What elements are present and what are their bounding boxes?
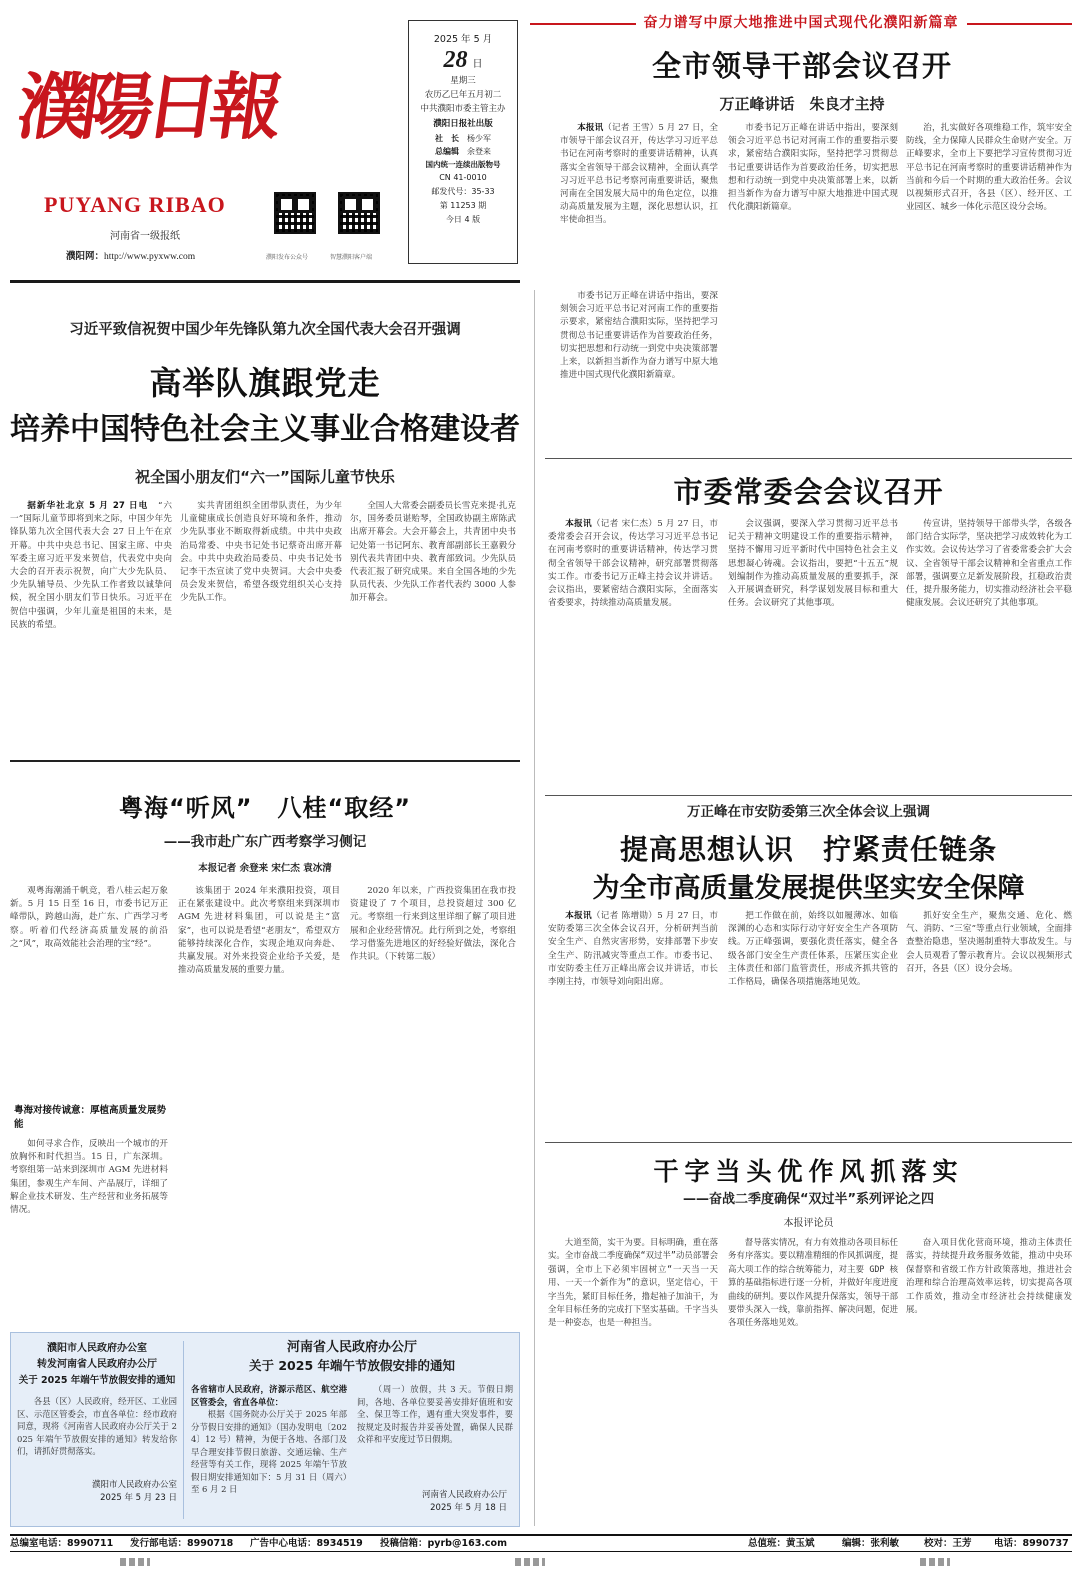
story-e-byline xyxy=(548,910,718,989)
story-d-col1b-text: 如何寻求合作，反映出一个城市的开放胸怀和时代担当。15 日，广东深圳。考察组第一站来到深圳市 AGM 先进材料集团，参观生产车间、产品展厅，详细了解企业技术研发、生产经营和业务拓展等情况。 xyxy=(10,1139,168,1216)
story-e-col2-text: 把工作做在前，始终以如履薄冰、如临深渊的心态和实际行动守好安全生产各项防线。万正峰强调，要强化责任落实，健全各级各部门安全生产责任体系，压紧压实企业主体责任和部门监管责任，形成齐抓共管的工作格局，确保各项措施落地见效。 xyxy=(728,911,898,988)
notice-left-body xyxy=(17,1395,177,1479)
page-count: 今日 4 版 xyxy=(445,215,481,224)
story-f-col3 xyxy=(906,1236,1072,1526)
masthead-rule xyxy=(10,280,520,283)
story-c-byline-text: （记者 宋仁杰）5 月 27 日，市委常委会召开会议，传达学习习近平总书记在河南考察时的重要讲话精神，传达学习贯彻全省领导干部会议精神，研究部署贯彻落实工作。市委书记万正峰主持会议并讲话。会议指出，要紧密结合濮阳实际，全面落实省委要求，持续推动高质量发展。 xyxy=(548,519,718,609)
footer-editor: 编辑：张利敏 xyxy=(842,1538,900,1549)
story-d-col1-text: 观粤海潮涌千帆竞，看八桂云起万象新。5 月 15 日至 16 日，市委书记万正峰带队，跨越山海，赴广东、广西学习考察。听着们代经济高质量发展的前沿之“风”，取高效能社会治理的宝“经”。 xyxy=(10,886,168,949)
notice-right-body2: （周一）放假，共 3 天。节假日期间，各地、各单位要妥善安排好值班和安全、保卫等工作，遇有重大突发事件，要按规定及时报告并妥善处置，确保人民群众祥和平安度过节日假期。 xyxy=(357,1384,513,1444)
story-b-title-2[interactable]: 培养中国特色社会主义事业合格建设者 xyxy=(10,412,520,447)
cn-label: 国内统一连续出版物号 xyxy=(425,160,501,169)
president-label: 社 长 xyxy=(435,134,459,143)
story-a-col1b xyxy=(560,290,718,450)
story-c-col2-text: 会议强调，要深入学习贯彻习近平总书记关于精神文明建设工作的重要指示精神，坚持不懈用习近平新时代中国特色社会主义思想凝心铸魂。会议指出，要把“十五五”规划编制作为推动高质量发展的重要抓手，深入开展调查研究，科学谋划发展目标和重大任务。会议研究了其他事项。 xyxy=(728,519,898,609)
issue-number: 第 11253 期 xyxy=(439,201,487,210)
footer-editor-in-charge: 总值班：黄玉斌 xyxy=(748,1538,815,1549)
story-a-col1b-text: 市委书记万正峰在讲话中指出，要深刻领会习近平总书记对河南工作的重要指示要求，紧密结合濮阳实际，坚持把学习贯彻总书记重要讲话作为首要政治任务，切实把思想和行动统一到党中央决策部署上来，以新担当新作为奋力谱写中原大地推进中国式现代化濮阳新篇章。 xyxy=(560,291,718,381)
story-d-col2 xyxy=(178,885,340,1315)
story-b-col1-text: “六一”国际儿童节即将到来之际，中国少年先锋队第九次全国代表大会 27 日上午在京开幕。中共中央总书记、国家主席、中央军委主席习近平发来贺信，代表党中央向大会的召开表示祝贺，向广大少先队员、少先队辅导员、少先队工作者致以诚挚问候，祝全国小朋友们节日快乐。习近平在贺信中强调，少年儿童是祖国的未来，是民族的希望。 xyxy=(10,501,172,630)
footer-phone: 电话：8990737 xyxy=(994,1538,1069,1549)
website-link[interactable]: http://www.pyxww.com xyxy=(104,252,196,262)
story-e-col3-text: 抓好安全生产，聚焦交通、危化、燃气、消防、“三室”等重点行业领域，全面排查整治隐患，坚决遏制重特大事故发生。与会人员观看了警示教育片。会议以视频形式召开，各县（区）设分会场。 xyxy=(906,911,1072,974)
story-b-title-1[interactable]: 高举队旗跟党走 xyxy=(149,364,381,402)
weekday: 星期三 xyxy=(450,76,476,86)
story-d-title[interactable]: 粤海“听风” 八桂“取经” xyxy=(118,794,412,822)
story-d-col3 xyxy=(350,885,516,1315)
newspaper-logo: 濮陽日報 xyxy=(12,64,281,149)
story-f-subtitle: ——奋战二季度确保“双过半”系列评论之四 xyxy=(682,1192,935,1207)
story-e-col1 xyxy=(548,910,718,1132)
cn-number: CN 41-0010 xyxy=(439,173,487,182)
story-f-col2-text: 督导落实情况，有力有效推动各项目标任务有序落实。要以精准精细的作风抓调度，提高大项工作的综合统筹能力，对主要 GDP 核算的基础指标进行逐一分析，并做好年度进度曲线的研判。要以作风提升保落实，领导干部要带头深入一线，靠前指挥、解决问题，促进各项任务落地见效。 xyxy=(728,1237,898,1328)
story-c-col3 xyxy=(906,518,1072,754)
president-name: 杨少军 xyxy=(467,134,491,143)
date-box xyxy=(408,20,518,264)
footer-editorial-phone: 总编室电话：8990711 xyxy=(10,1538,114,1549)
story-b-col3 xyxy=(350,500,516,750)
story-d-subtitle: ——我市赴广东广西考察学习侧记 xyxy=(163,834,367,850)
notice-right-col2 xyxy=(357,1383,513,1483)
notice-divider xyxy=(183,1341,184,1519)
holiday-notice-box xyxy=(10,1332,520,1527)
notice-left xyxy=(17,1341,177,1521)
story-c-byline-tag: 本报讯 xyxy=(565,519,592,529)
story-f-col2 xyxy=(728,1236,898,1526)
divider-right-1 xyxy=(545,458,1072,459)
top-banner xyxy=(530,12,1072,32)
print-mark-1 xyxy=(120,1558,150,1566)
divider-right-3 xyxy=(545,1142,1072,1143)
story-e-col2 xyxy=(728,910,898,1132)
qr-code-2[interactable] xyxy=(338,192,380,234)
notice-right-col1 xyxy=(191,1383,347,1519)
story-d-col1b xyxy=(10,1138,168,1318)
issue-day-unit: 日 xyxy=(472,59,483,70)
story-b-col2-text: 实共青团组织全团带队责任，为少年儿童健康成长创造良好环境和条件，推动少先队事业不断取得新成绩。中共中央政治局常委、中央书记处书记蔡奇出席开幕会。中共中央政治局委员、中央书记处书记李干杰宣读了党中央贺词。大会中央委员会发来贺信，希望各级党组织关心支持少先队工作。 xyxy=(180,501,342,604)
footer-proofreader: 校对：王芳 xyxy=(924,1538,972,1549)
qr-code-1[interactable] xyxy=(274,192,316,234)
newspaper-grade: 河南省一级报纸 xyxy=(110,231,180,242)
story-b-byline-tag: 据新华社北京 5 月 27 日电 xyxy=(27,501,149,511)
notice-right-body: 根据《国务院办公厅关于 2025 年部分节假日安排的通知》（国办发明电〔2024〕12 号）精神，为便于各地、各部门及早合理安排节假日旅游、交通运输、生产经营等有关工作，现将 2025 年端午节放假日期安排通知如下：5 月 31 日（周六）至 6 月 2 日 xyxy=(191,1409,347,1494)
story-d-col2-text: 该集团于 2024 年来濮阳投资，项目正在紧张建设中。此次考察组来到深圳市 AGM 先进材料集团，可以说是主“富家”，也可以说是看望“老朋友”，希望双方能够持续深化合作，实现企地双向奔赴、共赢发展。对外来投资企业给予关爱，是推动高质量发展的重要力量。 xyxy=(178,886,340,976)
story-a-subtitle: 万正峰讲话 朱良才主持 xyxy=(719,95,885,113)
story-d-subhead: 粤海对接传诚意：厚植高质量发展势能 xyxy=(14,1105,167,1130)
notice-right xyxy=(191,1339,513,1523)
issue-day-row xyxy=(409,47,517,74)
footer xyxy=(10,1534,1072,1552)
story-b-col3-text: 全国人大常委会副委员长雪克来提·扎克尔，国务委员谌贻琴，全国政协副主席陈武出席开幕会。大会开幕会上，共青团中央书记处第一书记阿东、教育部副部长王嘉毅分别代表共青团中央、教育部致词。少先队员代表汇报了研究成果。来自全国各地的少先队员代表、少先队工作者代表约 3000 人参加开幕会。 xyxy=(350,501,516,604)
story-a-col3 xyxy=(906,122,1072,450)
footer-ad-phone: 广告中心电话：8934519 xyxy=(250,1538,363,1549)
story-f-byline: 本报评论员 xyxy=(783,1218,834,1229)
story-e-col3 xyxy=(906,910,1072,1132)
story-b-byline xyxy=(10,500,172,632)
story-d-byline: 本报记者 余登来 宋仁杰 袁冰清 xyxy=(198,863,332,874)
masthead xyxy=(8,14,403,268)
qr-caption-1: 濮阳发布公众号 xyxy=(266,254,309,261)
story-a-byline-tag: 本报讯 xyxy=(577,123,604,133)
issue-year-month: 2025 年 5 月 xyxy=(433,34,493,45)
website-line xyxy=(66,248,195,262)
issue-day: 28 xyxy=(443,47,468,73)
notice-right-date: 2025 年 5 月 18 日 xyxy=(430,1503,507,1513)
story-c-col2 xyxy=(728,518,898,754)
lunar-date: 农历乙巳年五月初二 xyxy=(424,90,502,100)
footer-email[interactable]: 投稿信箱：pyrb@163.com xyxy=(380,1538,507,1549)
story-b-col2 xyxy=(180,500,342,750)
story-a-byline xyxy=(560,122,718,228)
story-c-byline xyxy=(548,518,718,610)
story-c-title[interactable]: 市委常委会会议召开 xyxy=(673,475,944,509)
bottom-marks xyxy=(0,1556,1080,1568)
notice-left-sign: 濮阳市人民政府办公室 xyxy=(91,1480,177,1490)
top-banner-text: 奋力谱写中原大地推进中国式现代化濮阳新篇章 xyxy=(636,15,967,31)
story-a-col3-text: 治，扎实做好各项维稳工作，筑牢安全防线，全力保障人民群众生命财产安全。万正峰要求，全市上下要把学习宣传贯彻习近平总书记在河南考察时的重要讲话精神作为当前和今后一个时期的重大政治任务。会议以视频形式召开，各县（区）、经开区、工业园区、城乡一体化示范区设分会场。 xyxy=(906,123,1072,213)
print-mark-2 xyxy=(515,1558,545,1566)
notice-right-title-2: 关于 2025 年端午节放假安排的通知 xyxy=(249,1358,455,1373)
notice-right-sign: 河南省人民政府办公厅 xyxy=(421,1490,507,1500)
story-a-byline-text: （记者 王雪）5 月 27 日，全市领导干部会议召开，传达学习习近平总书记在河南考察时的重要讲话精神，认真落实全省领导干部会议精神，全面认真学习习近平总书记考察河南重要讲话，聚焦河南在全国发展大局中的角色定位，以推动高质量发展为主题，深化思想认识，扛牢使命担当。 xyxy=(560,123,718,226)
story-e-title-2[interactable]: 为全市高质量发展提供坚实安全保障 xyxy=(592,873,1025,904)
print-mark-3 xyxy=(920,1558,950,1566)
notice-left-body-text: 各县（区）人民政府，经开区、工业园区、示范区管委会，市直各单位：经市政府同意，现将《河南省人民政府办公厅关于 2025 年端午节放假安排的通知》转发给你们，请抓好贯彻落实。 xyxy=(17,1396,177,1456)
editor-line xyxy=(409,145,517,158)
publisher: 濮阳日报社出版 xyxy=(433,119,493,129)
story-f-col1-text: 大道至简，实干为要。目标明确，重在落实。全市奋战二季度确保“双过半”动员部署会强调，全市上下必须牢固树立“一天当一天用、一天一个新作为”的意识，坚定信心，干字当先，紧盯目标任务，撸起袖子加油干，为全年目标任务的完成打下坚实基础。千字当头是一种姿态，也是一种担当。 xyxy=(548,1237,718,1328)
qr-caption-2: 智慧濮阳客户端 xyxy=(330,254,373,261)
story-e-byline-tag: 本报讯 xyxy=(565,911,592,921)
footer-distribution-phone: 发行部电话：8990718 xyxy=(130,1538,234,1549)
story-c-col1 xyxy=(548,518,718,754)
divider-left-1 xyxy=(10,760,520,762)
story-e-title-1[interactable]: 提高思想认识 拧紧责任链条 xyxy=(619,833,997,866)
website-label: 濮阳网： xyxy=(66,251,105,262)
notice-left-title-3: 关于 2025 年端午节放假安排的通知 xyxy=(18,1375,176,1386)
notice-right-salutation: 各省辖市人民政府，济源示范区、航空港区管委会，省直各单位： xyxy=(191,1384,347,1407)
notice-right-title-1: 河南省人民政府办公厅 xyxy=(286,1340,417,1355)
editor-name: 余登来 xyxy=(467,147,491,156)
divider-right-2 xyxy=(545,795,1072,796)
sponsor: 中共濮阳市委主管主办 xyxy=(420,104,506,114)
story-f-col1 xyxy=(548,1236,718,1526)
notice-left-title-1: 濮阳市人民政府办公室 xyxy=(47,1343,147,1354)
editor-label: 总编辑 xyxy=(435,147,459,156)
story-c-col3-text: 传宣讲，坚持领导干部带头学，各级各部门结合实际学，坚决把学习成效转化为工作实效。会议传达学习了省委常委会扩大会议、全省领导干部会议精神和全省重点工作部署，强调要立足新发展阶段，扛稳政治责任，提升服务能力，切实推动经济社会平稳健康发展。会议还研究了其他事项。 xyxy=(906,519,1072,609)
story-d-col1 xyxy=(10,885,168,1100)
postal-code: 邮发代号：35-33 xyxy=(431,187,495,196)
story-b-subtitle: 祝全国小朋友们“六一”国际儿童节快乐 xyxy=(135,468,395,486)
story-d-col3-text: 2020 年以来，广西投资集团在我市投资建设了 7 个项目，总投资超过 300 亿元。考察组一行来到这里详细了解了项目进展和企业经营情况。此行所到之处，考察组学习借鉴先进地区的好经验好做法，深化合作共识。（下转第二版） xyxy=(350,886,516,963)
story-b-kicker: 习近平致信祝贺中国少年先锋队第九次全国代表大会召开强调 xyxy=(69,322,461,338)
story-a-col2-text: 市委书记万正峰在讲话中指出，要深刻领会习近平总书记对河南工作的重要指示要求，紧密结合濮阳实际，坚持把学习贯彻总书记重要讲话作为首要政治任务，切实把思想和行动统一到党中央决策部署上来，以新担当新作为奋力谱写中原大地推进中国式现代化濮阳新篇章。 xyxy=(728,123,898,213)
center-column-divider xyxy=(534,290,535,1526)
story-b-col1 xyxy=(10,500,172,750)
story-a-title[interactable]: 全市领导干部会议召开 xyxy=(651,49,952,83)
story-e-kicker: 万正峰在市安防委第三次全体会议上强调 xyxy=(687,804,930,820)
notice-left-title-2: 转发河南省人民政府办公厅 xyxy=(37,1359,157,1370)
story-e-byline-text: （记者 陈增勋）5 月 27 日，市安防委第三次全体会议召开，分析研判当前安全生产、自然灾害形势，安排部署下步安全生产、防汛减灾等重点工作。市委书记、市安防委主任万正峰出席会议并讲话，市长李刚主持，市领导刘向阳出席。 xyxy=(548,911,718,988)
newspaper-pinyin: PUYANG RIBAO xyxy=(44,192,226,217)
story-a-col2 xyxy=(728,122,898,450)
president-line xyxy=(409,132,517,145)
story-f-title[interactable]: 干字当头优作风抓落实 xyxy=(653,1157,964,1186)
notice-left-date: 2025 年 5 月 23 日 xyxy=(100,1493,177,1503)
story-f-col3-text: 奋入项目优化营商环境，推动主体责任落实，持续提升政务服务效能，推动中央环保督察和省级工作方针政策落地，推进社会治理和综合治理高效率运转，切实提高各项工作质效，推动全市经济社会持续健康发展。 xyxy=(906,1237,1072,1315)
